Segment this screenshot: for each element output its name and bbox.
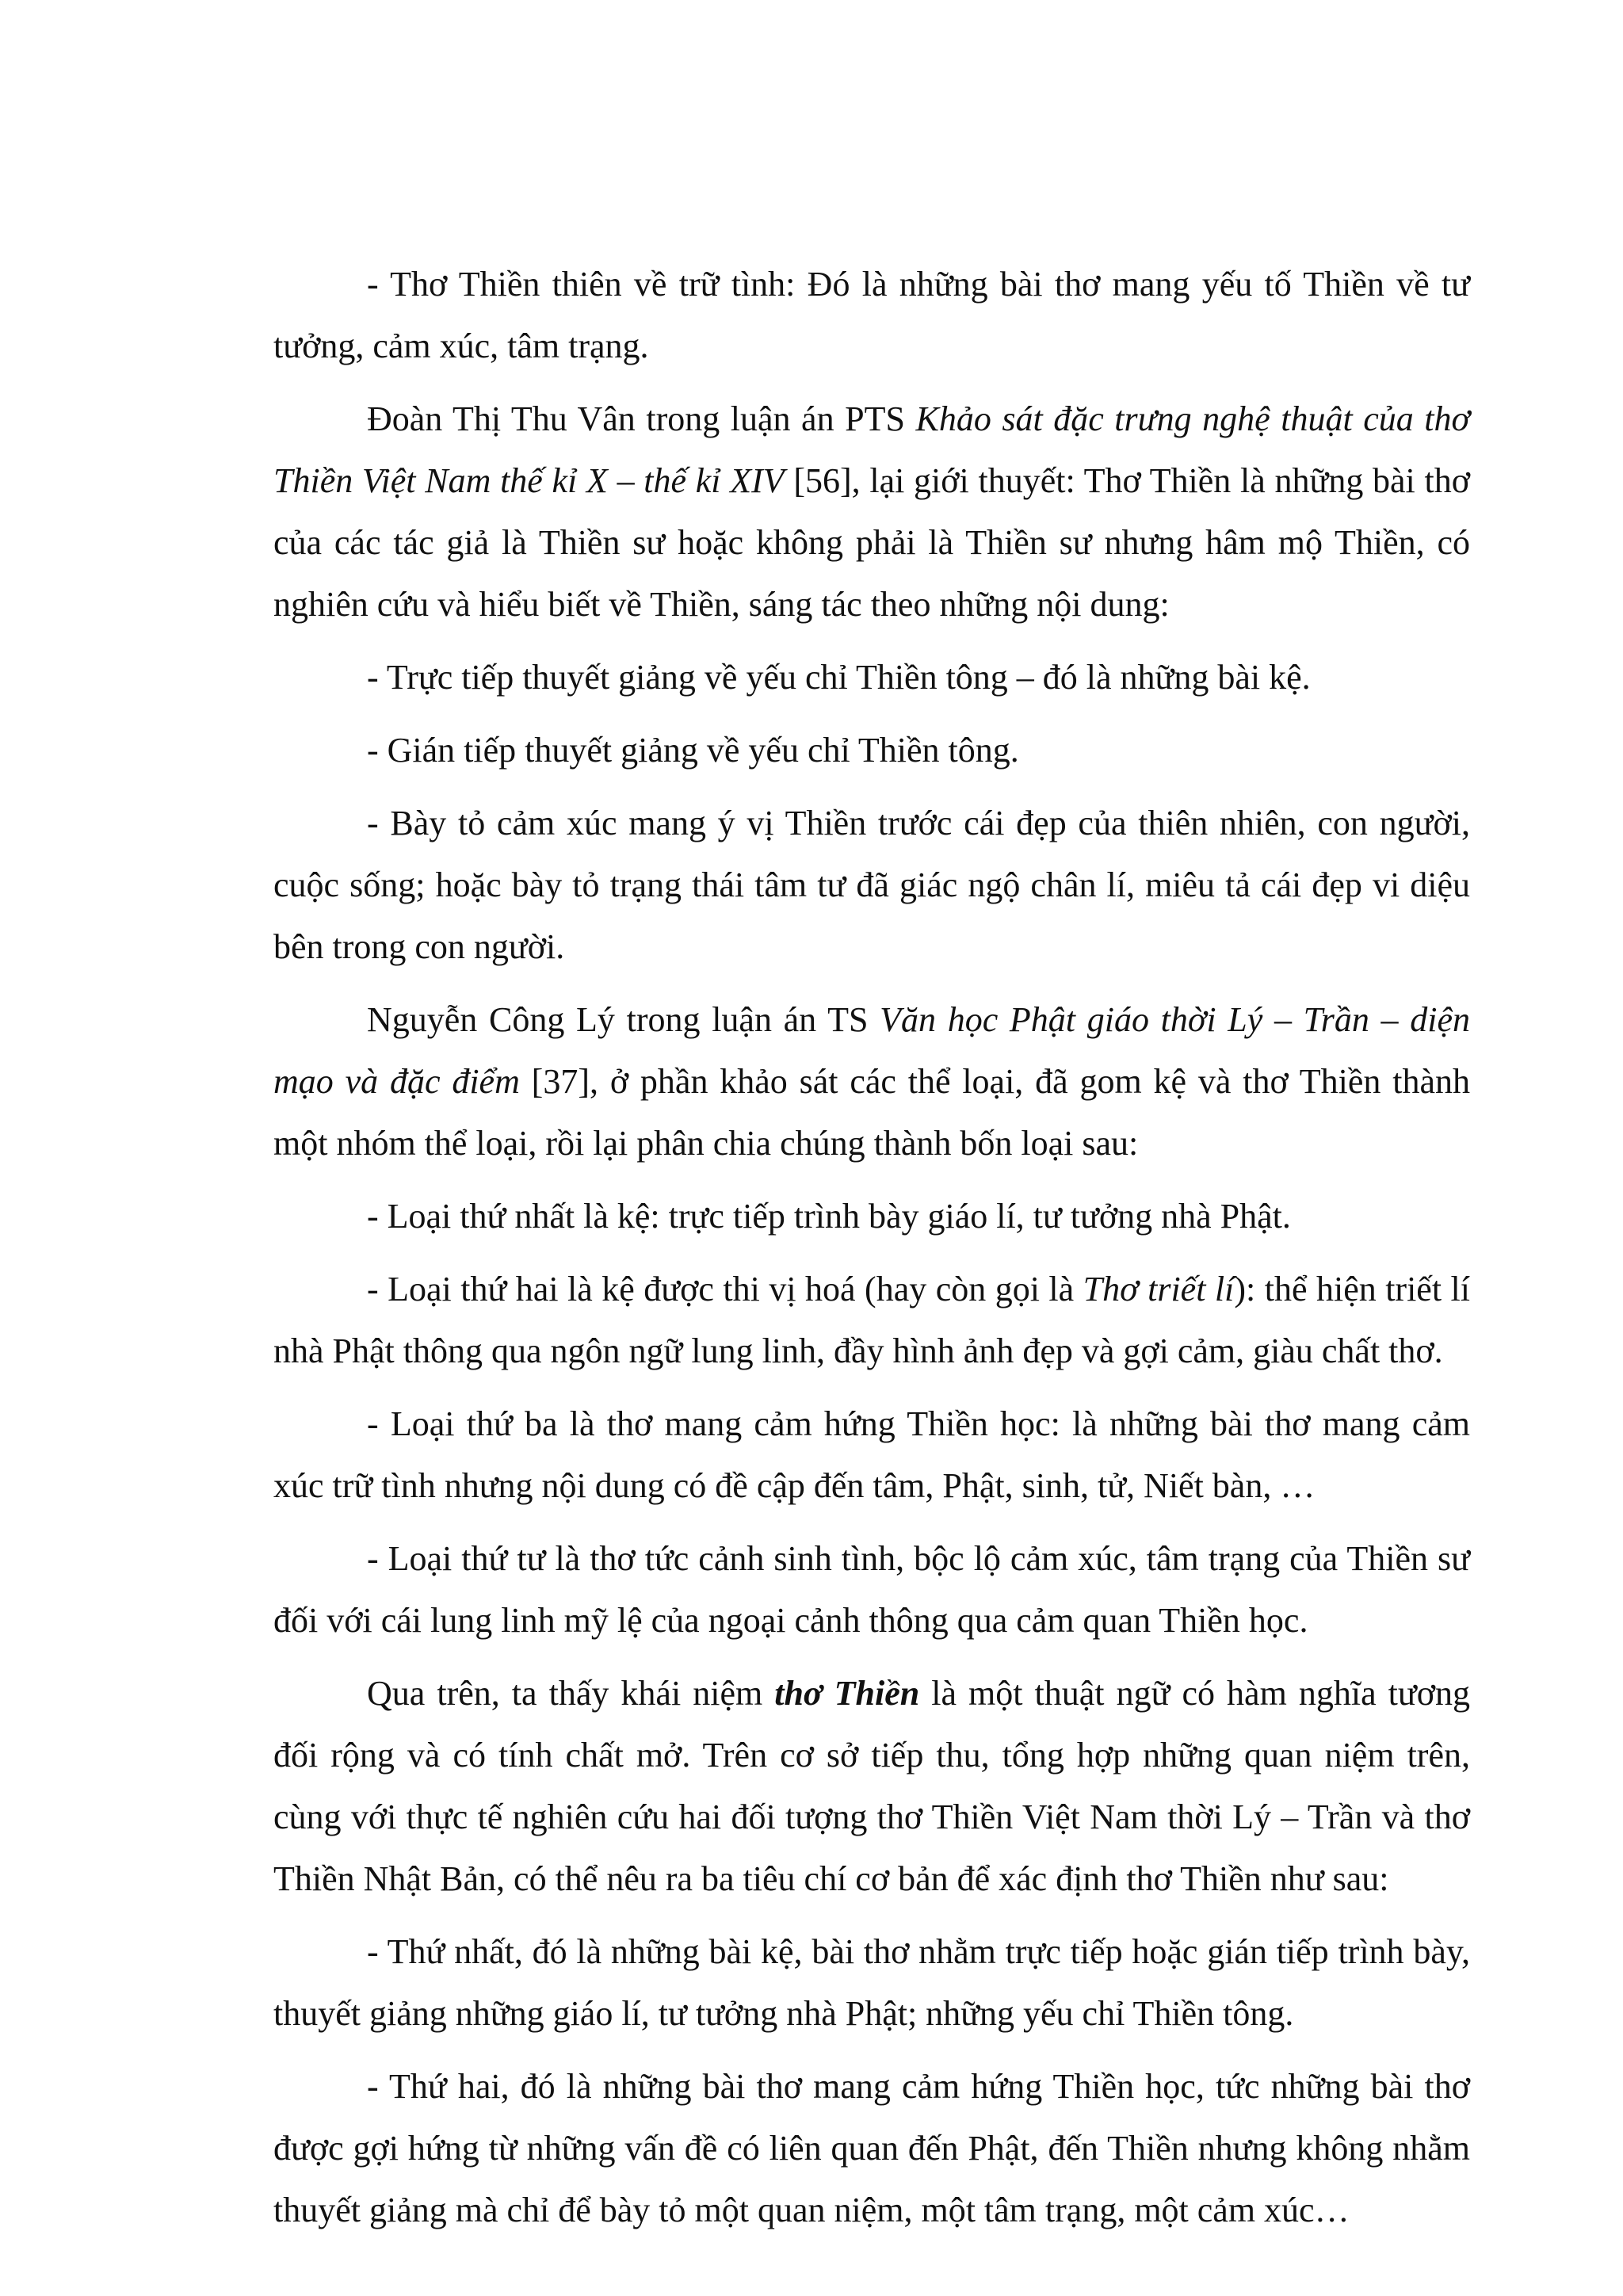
paragraph-indirect-teaching xyxy=(273,720,1470,781)
text-run: Đoàn Thị Thu Vân trong luận án PTS xyxy=(367,399,916,438)
text-run: Nguyễn Công Lý trong luận án TS xyxy=(367,1000,880,1039)
paragraph-nguyen-cong-ly xyxy=(273,989,1470,1175)
term-italic: Thơ triết lí xyxy=(1083,1270,1235,1308)
paragraph-zen-lyrical xyxy=(273,254,1470,377)
text-run: Qua trên, ta thấy khái niệm xyxy=(367,1674,775,1713)
paragraph-type-three xyxy=(273,1393,1470,1517)
paragraph-direct-teaching xyxy=(273,647,1470,709)
text-run: - Loại thứ hai là kệ được thi vị hoá (hay còn gọi là xyxy=(367,1270,1083,1308)
text-run: ): thể hiện triết lí nhà Phật thông qua ngôn ngữ lung linh, đầy hình ảnh đẹp và gợi cảm, giàu chất thơ. xyxy=(273,1270,1470,1370)
paragraph-type-four xyxy=(273,1528,1470,1652)
paragraph-criterion-two xyxy=(273,2056,1470,2241)
text-run: - Loại thứ tư là thơ tức cảnh sinh tình, bộc lộ cảm xúc, tâm trạng của Thiền sư đối với cái lung linh mỹ lệ của ngoại cảnh thông qua cảm quan Thiền học. xyxy=(273,1539,1470,1640)
document-page xyxy=(273,254,1470,2241)
thesis-title-italic: Văn học Phật giáo thời Lý – Trần – diện mạo và đặc điểm xyxy=(273,1000,1470,1101)
text-run: - Loại thứ ba là thơ mang cảm hứng Thiền học: là những bài thơ mang cảm xúc trữ tình nhưng nội dung có đề cập đến tâm, Phật, sinh, tử, Niết bàn, … xyxy=(273,1404,1470,1505)
thesis-title-italic: Khảo sát đặc trưng nghệ thuật của thơ Thiền Việt Nam thế kỉ X – thế kỉ XIV xyxy=(273,399,1470,500)
text-run: - Bày tỏ cảm xúc mang ý vị Thiền trước cái đẹp của thiên nhiên, con người, cuộc sống; hoặc bày tỏ trạng thái tâm tư đã giác ngộ chân lí, miêu tả cái đẹp vi diệu bên trong con người. xyxy=(273,804,1470,966)
text-run: [37], ở phần khảo sát các thể loại, đã gom kệ và thơ Thiền thành một nhóm thể loại, rồi lại phân chia chúng thành bốn loại sau: xyxy=(273,1062,1470,1163)
text-run: - Thơ Thiền thiên về trữ tình: Đó là những bài thơ mang yếu tố Thiền về tư tưởng, cảm xúc, tâm trạng. xyxy=(273,265,1470,365)
text-run: [56], lại giới thuyết: Thơ Thiền là những bài thơ của các tác giả là Thiền sư hoặc không phải là Thiền sư nhưng hâm mộ Thiền, có nghiên cứu và hiểu biết về Thiền, sáng tác theo những nội dung: xyxy=(273,461,1470,624)
term-bold-italic: thơ Thiền xyxy=(774,1674,920,1713)
paragraph-summary xyxy=(273,1663,1470,1910)
text-run: - Gián tiếp thuyết giảng về yếu chỉ Thiền tông. xyxy=(367,731,1019,770)
text-run: - Thứ nhất, đó là những bài kệ, bài thơ nhằm trực tiếp hoặc gián tiếp trình bày, thuyết giảng những giáo lí, tư tưởng nhà Phật; những yếu chỉ Thiền tông. xyxy=(273,1932,1470,2033)
text-run: - Trực tiếp thuyết giảng về yếu chỉ Thiền tông – đó là những bài kệ. xyxy=(367,658,1311,697)
paragraph-doan-thi-thu-van xyxy=(273,388,1470,636)
text-run: - Thứ hai, đó là những bài thơ mang cảm hứng Thiền học, tức những bài thơ được gợi hứng từ những vấn đề có liên quan đến Phật, đến Thiền nhưng không nhằm thuyết giảng mà chỉ để bày tỏ một quan niệm, một tâm trạng, một cảm xúc… xyxy=(273,2067,1470,2229)
paragraph-type-two xyxy=(273,1259,1470,1382)
paragraph-type-one xyxy=(273,1186,1470,1247)
text-run: là một thuật ngữ có hàm nghĩa tương đối rộng và có tính chất mở. Trên cơ sở tiếp thu, tổng hợp những quan niệm trên, cùng với thực tế nghiên cứu hai đối tượng thơ Thiền Việt Nam thời Lý – Trần và thơ Thiền Nhật Bản, có thể nêu ra ba tiêu chí cơ bản để xác định thơ Thiền như sau: xyxy=(273,1674,1471,1898)
paragraph-expressing-emotion xyxy=(273,793,1470,978)
text-run: - Loại thứ nhất là kệ: trực tiếp trình bày giáo lí, tư tưởng nhà Phật. xyxy=(367,1197,1291,1236)
paragraph-criterion-one xyxy=(273,1921,1470,2045)
